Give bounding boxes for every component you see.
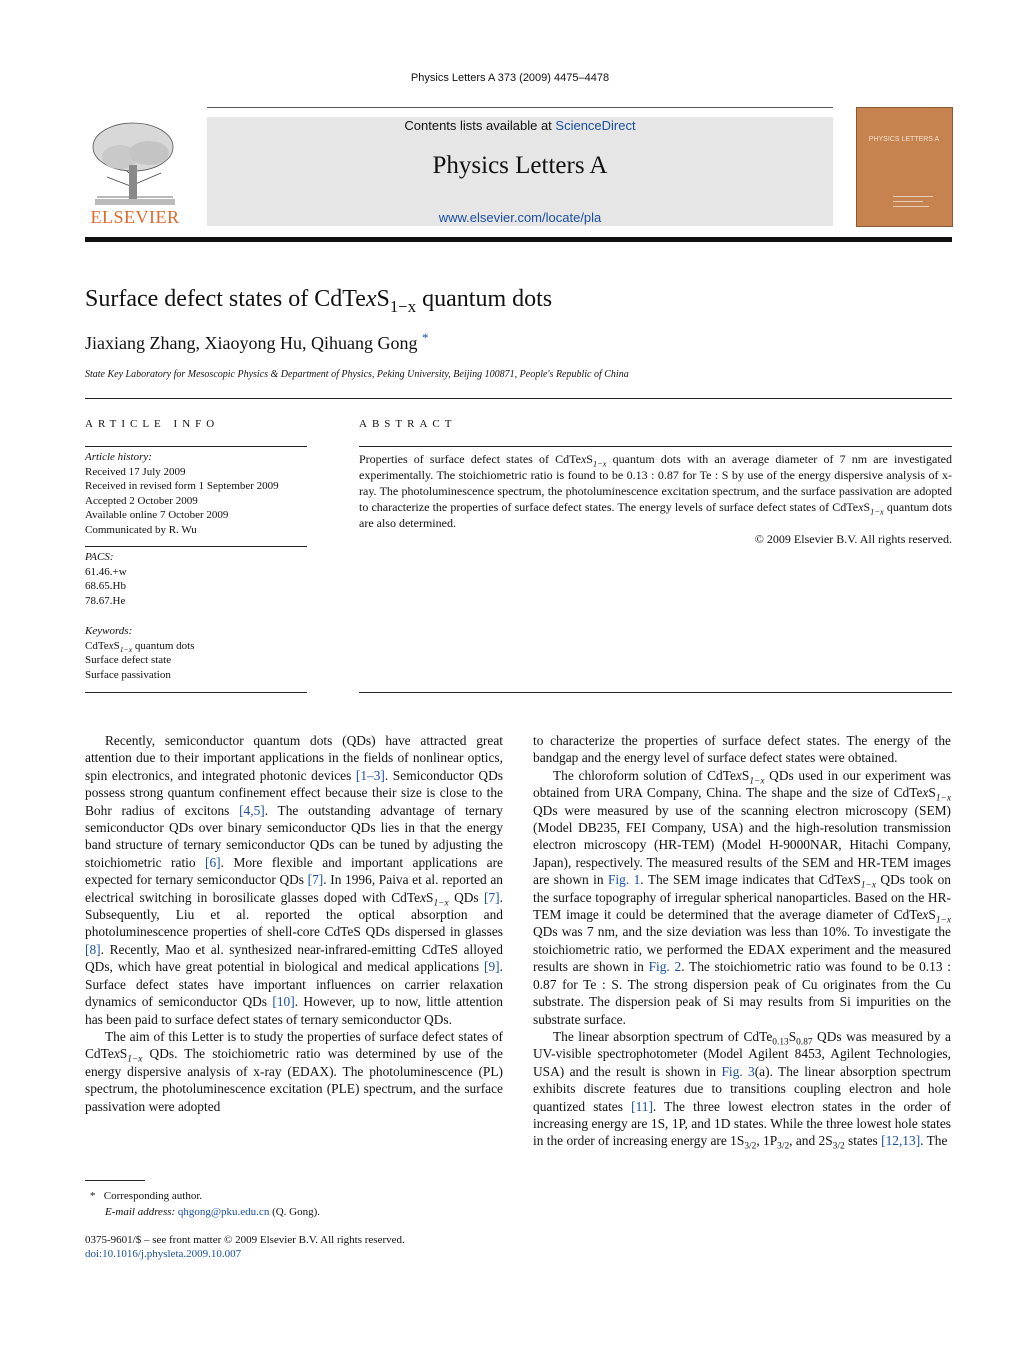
cover-line <box>893 206 929 207</box>
contents-line <box>207 118 833 133</box>
issn-line: 0375-9601/$ – see front matter © 2009 Elsevier B.V. All rights reserved. <box>85 1234 405 1246</box>
abstract-rule <box>359 446 952 447</box>
ref-link[interactable]: [11] <box>631 1098 653 1114</box>
journal-title: Physics Letters A <box>432 152 608 179</box>
keyword: CdTexS$_{1-x}$ quantum dots <box>85 639 195 654</box>
keyword: Surface passivation <box>85 668 171 681</box>
abstract-heading: ABSTRACT <box>359 418 457 430</box>
ref-link[interactable]: [12,13] <box>881 1133 921 1149</box>
body-column-right <box>533 732 951 1153</box>
pacs-code: 68.65.Hb <box>85 580 126 592</box>
paragraph: The chloroform solution of CdTexS$_{1-x}$ QDs used in our experiment was obtained from URA Company, China. The shape and the size of CdTexS$_{1-x}$ QDs were measured by use of the scanning electron microscopy (SEM) (Model DB235, FEI Company, USA) and the high-resolution transmission electron microscopy (HR-TEM) (Model H-9000NAR, Hitachi Company, Japan), respectively. The measured results of the SEM and HR-TEM images are shown in Fig. 1. The SEM image indicates that CdTexS$_{1-x}$ QDs took on the surface topography of irregular spherical nanoparticles. Based on the HR-TEM image it could be determined that the average diameter of CdTexS$_{1-x}$ QDs was 7 nm, and the size deviation was less than 10%. To investigate the stoichiometric ratio, we performed the EDAX experiment and the measured results are shown in Fig. 2. The stoichiometric ratio was found to be 0.13 : 0.87 for Te : S. The strong dispersion peak of Cu originates from the Cu substrate. The dispersion peak of Si may results from Si impurities on the substrate surface. <box>533 767 951 1027</box>
ref-link[interactable]: [10] <box>272 994 295 1010</box>
body-column-left <box>85 732 503 1115</box>
cover-line <box>893 196 933 197</box>
ref-link[interactable]: [8] <box>85 941 101 957</box>
ref-link[interactable]: [6] <box>205 854 221 870</box>
ref-link[interactable]: [7] <box>307 872 324 888</box>
figure-link[interactable]: Fig. 1 <box>607 872 641 888</box>
journal-citation: Physics Letters A 373 (2009) 4475–4478 <box>410 72 610 84</box>
corresponding-note: * Corresponding author. <box>90 1190 203 1202</box>
history-item: Accepted 2 October 2009 <box>85 494 198 507</box>
cover-line <box>893 201 923 202</box>
paragraph: The linear absorption spectrum of $CdTe_{0.13}S_{0.87}$ QDs was measured by a UV-visible spectrophotometer (Model Agilent 8453, Agilent Technologies, USA) and the result is shown in Fig. 3(a). The linear absorption spectrum exhibits discrete features due to transitions coupling electron and hole quantized states [11]. The three lowest electron states in the order of increasing energy are 1S, 1P, and 1D states. While the three lowest hole states in the order of increasing energy are $1S_{3/2}$, $1P_{3/2}$, and $2S_{3/2}$ states [12,13]. The <box>533 1028 951 1153</box>
pacs-code: 61.46.+w <box>85 565 127 578</box>
abstract-text: Properties of surface defect states of CdTexS$_{1-x}$ quantum dots with an average diameter of 7 nm are investigated experimentally. The stoichiometric ratio is found to be 0.13 : 0.87 for Te : S by use of the energy dispersive analysis of x-ray. The photoluminescence spectrum, the photoluminescence excitation spectrum, and the surface passivation are adopted to characterize the properties of surface defect states. The energy levels of surface defect states of CdTexS$_{1-x}$ quantum dots are also determined. © 2009 Elsevier B.V. All rights reserved. <box>359 452 953 546</box>
ref-link[interactable]: [9] <box>484 959 500 975</box>
elsevier-wordmark: ELSEVIER <box>90 207 180 227</box>
history-item: Communicated by R. Wu <box>85 523 197 536</box>
history-item: Received 17 July 2009 <box>85 465 186 478</box>
article-info-heading: ARTICLE INFO <box>85 418 220 430</box>
header-thick-rule <box>85 237 952 242</box>
paragraph: Recently, semiconductor quantum dots (QDs) have attracted great attention due to their important applications in the fields of nonlinear optics, spin electronics, and integrated photonic devices [1–3]. Semiconductor QDs possess strong quantum confinement effect because their size is close to the Bohr radius of excitons [4,5]. The outstanding advantage of ternary semiconductor QDs over binary semiconductor QDs lies in that the energy band structure of ternary semiconductor QDs can be tuned by adjusting the stoichiometric ratio [6]. More flexible and important applications are expected for ternary semiconductor QDs [7]. In 1996, Paiva et al. reported an electrical switching in borosilicate glasses doped with CdTexS$_{1-x}$ QDs [7]. Subsequently, Liu et al. reported the optical absorption and photoluminescence properties of shell-core CdTeS QDs dispersed in glasses [8]. Recently, Mao et al. synthesized near-infrared-emitting CdTeS alloyed QDs, which have great potential in biological and medical applications [9]. Surface defect states have important influences on carrier relaxation dynamics of semiconductor QDs [10]. However, up to now, little attention has been paid to surface defect states of ternary semiconductor QDs. <box>85 733 504 1027</box>
email-note: E-mail address: qhgong@pku.edu.cn (Q. Gong). <box>105 1206 321 1218</box>
sciencedirect-link[interactable]: ScienceDirect <box>555 118 636 133</box>
ref-link[interactable]: [7] <box>484 889 500 905</box>
journal-url-link[interactable]: www.elsevier.com/locate/pla <box>438 210 602 225</box>
copyright: © 2009 Elsevier B.V. All rights reserved. <box>754 532 952 546</box>
corresponding-author-link[interactable]: * <box>421 330 429 345</box>
pacs-code: 78.67.He <box>85 594 126 607</box>
ref-link[interactable]: [1–3] <box>355 767 385 783</box>
pacs-label: PACS: <box>85 551 114 563</box>
footnote-rule <box>85 1180 145 1181</box>
history-label: Article history: <box>85 451 152 463</box>
ref-link[interactable]: [4,5] <box>239 802 265 818</box>
article-history <box>85 450 307 537</box>
paragraph: The aim of this Letter is to study the properties of surface defect states of CdTexS$_{1-x}$ QDs. The stoichiometric ratio was determined by use of the energy dispersive analysis of x-ray (EDAX). The photoluminescence (PL) spectrum, the photoluminescence excitation (PLE) spectrum, and the surface passivation were adopted <box>85 1028 503 1114</box>
contents-prefix: Contents lists available at <box>404 118 556 133</box>
header-rule <box>207 107 833 108</box>
figure-link[interactable]: Fig. 2 <box>648 959 682 975</box>
affiliation: State Key Laboratory for Mesoscopic Physics & Department of Physics, Peking University, Beijing 100871, People's Republic of China <box>85 369 629 380</box>
cover-title: PHYSICS LETTERS A <box>868 136 940 143</box>
paper-title: Surface defect states of CdTexS$_{1-x}$ quantum dots <box>85 286 553 316</box>
info-bottom-rule <box>85 692 307 693</box>
paragraph: to characterize the properties of surface defect states. The energy of the bandgap and the energy level of surface defect states were obtained. <box>533 733 951 766</box>
footnote <box>90 1188 490 1220</box>
article-info-rule <box>85 446 307 447</box>
history-item: Available online 7 October 2009 <box>85 509 229 521</box>
doi-link[interactable]: doi:10.1016/j.physleta.2009.10.007 <box>85 1248 242 1260</box>
journal-cover-thumbnail[interactable] <box>856 107 953 227</box>
pacs-rule <box>85 546 307 547</box>
title-rule <box>85 398 952 399</box>
keywords-block <box>85 624 307 682</box>
keywords-label: Keywords: <box>85 625 133 637</box>
email-link[interactable]: qhgong@pku.edu.cn <box>177 1206 270 1218</box>
keyword: Surface defect state <box>85 654 172 666</box>
figure-link[interactable]: Fig. 3 <box>721 1063 755 1079</box>
abstract-bottom-rule <box>359 692 952 693</box>
pacs-block <box>85 550 307 608</box>
history-item: Received in revised form 1 September 2009 <box>85 480 279 492</box>
authors: Jiaxiang Zhang, Xiaoyong Hu, Qihuang Gong * <box>85 330 429 353</box>
